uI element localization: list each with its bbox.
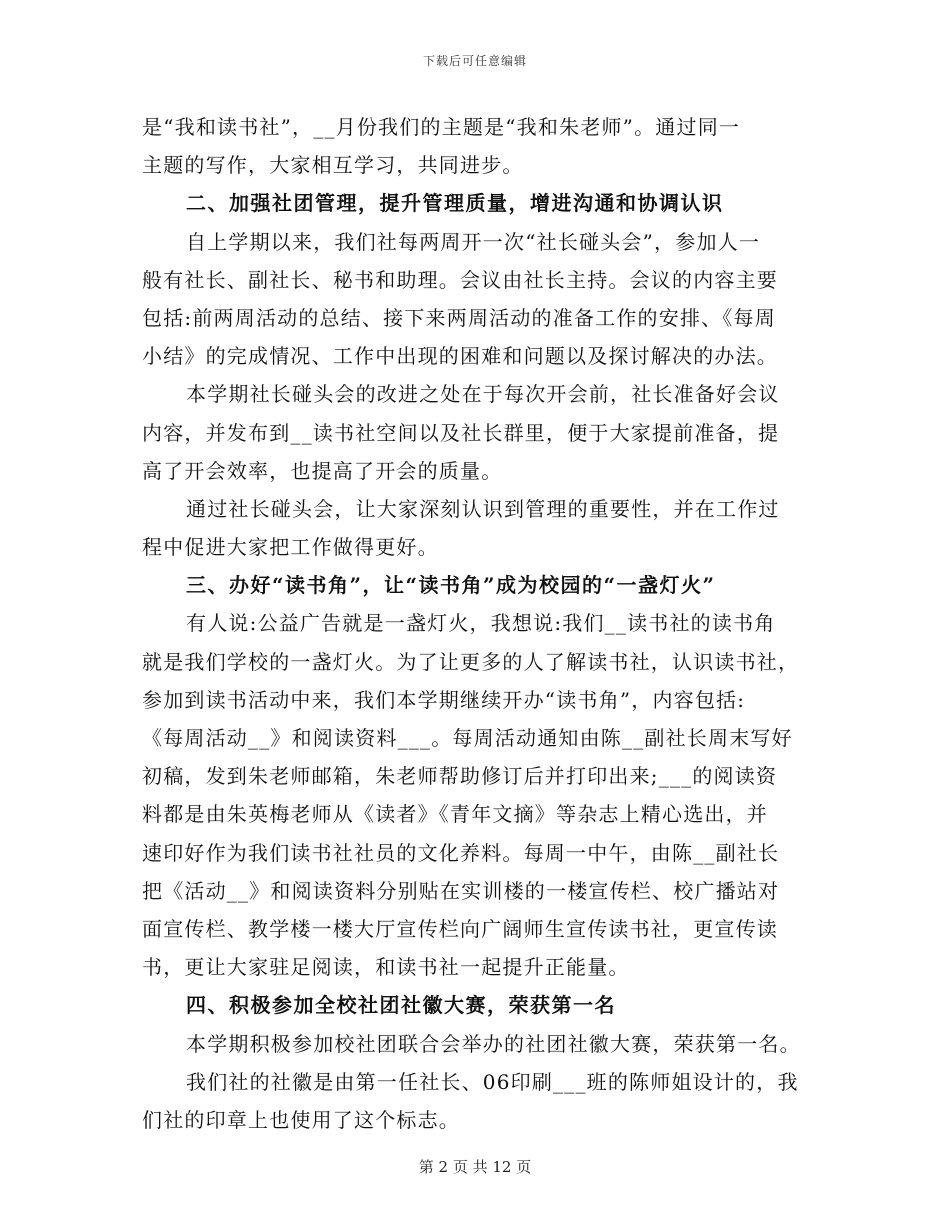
- text-line: 本学期积极参加校社团联合会举办的社团社徽大赛，荣获第一名。: [186, 1031, 801, 1056]
- text-line: 自上学期以来，我们社每两周开一次“社长碰头会”，参加人一: [186, 229, 761, 254]
- document-body: [142, 108, 818, 1139]
- text-line: 面宣传栏、教学楼一楼大厅宣传栏向广阔师生宣传读书社，更宣传读: [142, 916, 778, 941]
- text-line: 我们社的社徽是由第一任社长、06印刷___班的陈师姐设计的，我: [186, 1069, 799, 1094]
- text-line: 内容，并发布到__读书社空间以及社长群里，便于大家提前准备，提: [142, 420, 780, 445]
- text-line: 《每周活动__》和阅读资料___。每周活动通知由陈__副社长周末写好: [142, 726, 793, 750]
- text-line: 初稿，发到朱老师邮箱，朱老师帮助修订后并打印出来;___的阅读资: [142, 764, 778, 789]
- text-line: 通过社长碰头会，让大家深刻认识到管理的重要性，并在工作过: [186, 496, 780, 521]
- text-line: 小结》的完成情况、工作中出现的困难和问题以及探讨解决的办法。: [142, 344, 778, 369]
- text-line: 有人说:公益广告就是一盏灯火，我想说:我们__读书社的读书角: [186, 611, 776, 636]
- text-line: 书，更让大家驻足阅读，和读书社一起提升正能量。: [142, 955, 630, 980]
- text-line: 们社的印章上也使用了这个标志。: [142, 1107, 460, 1132]
- section-heading: 二、加强社团管理，提升管理质量，增进沟通和协调认识: [186, 191, 724, 216]
- page-number: 第 2 页 共 12 页: [418, 1158, 532, 1176]
- text-line: 般有社长、副社长、秘书和助理。会议由社长主持。会议的内容主要: [142, 267, 778, 292]
- text-line: 把《活动__》和阅读资料分别贴在实训楼的一楼宣传栏、校广播站对: [142, 878, 780, 903]
- text-line: 参加到读书活动中来，我们本学期继续开办“读书角”，内容包括:: [142, 687, 746, 712]
- text-line: 程中促进大家把工作做得更好。: [142, 535, 439, 560]
- section-heading: 四、积极参加全校社团社徽大赛，荣获第一名: [186, 993, 616, 1018]
- section-heading: 三、办好“读书角”，让“读书角”成为校园的“一盏灯火”: [186, 573, 716, 598]
- text-line: 是“我和读书社”，__月份我们的主题是“我和朱老师”。通过同一: [142, 115, 741, 139]
- text-line: 高了开会效率，也提高了开会的质量。: [142, 458, 503, 483]
- text-line: 速印好作为我们读书社社员的文化养料。每周一中午，由陈__副社长: [142, 840, 780, 865]
- text-line: 料都是由朱英梅老师从《读者》《青年文摘》等杂志上精心选出，并: [142, 802, 768, 827]
- text-line: 主题的写作，大家相互学习，共同进步。: [142, 153, 524, 178]
- text-line: 包括:前两周活动的总结、接下来两周活动的准备工作的安排、《每周: [142, 305, 776, 330]
- page-header: 下载后可任意编辑: [422, 54, 527, 68]
- text-line: 就是我们学校的一盏灯火。为了让更多的人了解读书社，认识读书社，: [142, 649, 800, 674]
- text-line: 本学期社长碰头会的改进之处在于每次开会前，社长准备好会议: [186, 382, 780, 407]
